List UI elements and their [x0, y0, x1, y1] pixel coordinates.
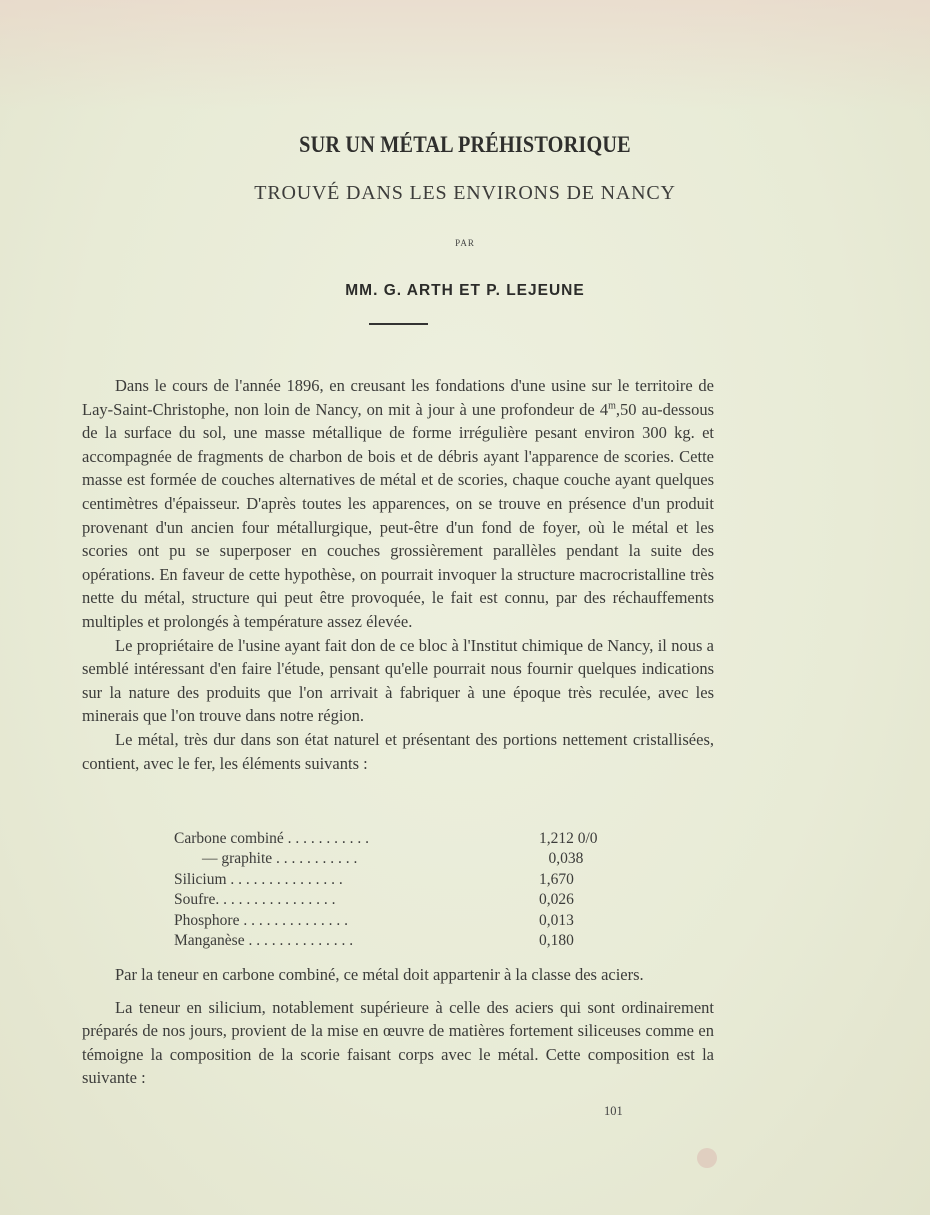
paragraph-1	[82, 374, 714, 634]
table-row	[174, 829, 634, 849]
table-row	[174, 911, 634, 931]
element-label: Phosphore . . . . . . . . . . . . . .	[174, 911, 348, 929]
element-label: — graphite . . . . . . . . . . .	[202, 850, 358, 868]
element-value: 0,180	[539, 932, 574, 950]
paragraph-3: Le métal, très dur dans son état naturel et présentant des portions nettement cristallisées, contient, avec le fer, les éléments suivants :	[82, 729, 714, 773]
element-label: Manganèse . . . . . . . . . . . . . .	[174, 932, 354, 950]
element-label: Silicium . . . . . . . . . . . . . . .	[174, 870, 343, 888]
body-text-continued	[82, 963, 714, 1090]
article-title: SUR UN MÉTAL PRÉHISTORIQUE	[299, 132, 631, 157]
paragraph-4: Par la teneur en carbone combiné, ce métal doit appartenir à la classe des aciers.	[115, 965, 644, 984]
byline-par: PAR	[455, 238, 475, 248]
table-row	[174, 931, 634, 951]
element-value: 0,013	[539, 911, 574, 929]
superscript-m: m	[608, 400, 616, 412]
composition-table	[174, 829, 634, 951]
element-value: 1,670	[539, 870, 574, 888]
paragraph-5: La teneur en silicium, notablement supérieure à celle des aciers qui sont ordinairement préparés de nos jours, provient de la mise en œuvre de matières fortement siliceuses comme en témoigne la composition de la scorie faisant corps avec le métal. Cette composition est la suivante :	[82, 997, 714, 1088]
paragraph-1-part-a: Dans le cours de l'année 1896, en creusant les fondations d'une usine sur le territoire de Lay-Saint-Christophe, non loin de Nancy, on mit à jour à une profondeur de 4	[82, 376, 714, 419]
table-row	[174, 890, 634, 910]
paper-stain	[0, 0, 930, 110]
body-text	[82, 374, 714, 775]
element-value: 0,026	[539, 891, 574, 909]
paper-spot	[697, 1148, 717, 1168]
paragraph-1-part-b: ,50 au-dessous de la surface du sol, une masse métallique de forme irrégulière pesant environ 300 kg. et accompagnée de fragments de charbon de bois et de débris ayant l'apparence de scories. Cette masse est formée de couches alternatives de métal et de scories, chaque couche ayant quelques centimètres d'épaisseur. D'après toutes les apparences, on se trouve en présence d'un produit provenant d'un ancien four métallurgique, peut-être d'un fond de foyer, où le métal et les scories ont pu se superposer en couches grossièrement parallèles pendant la suite des opérations. En faveur de cette hypothèse, on pourrait invoquer la structure macrocristalline très nette du métal, structure qui peut être provoquée, le fait est connu, par des réchauffements multiples et prolongés à température assez élevée.	[82, 399, 714, 631]
element-value: 0,038	[548, 850, 584, 868]
authors: MM. G. ARTH ET P. LEJEUNE	[345, 282, 585, 299]
element-label: Soufre. . . . . . . . . . . . . . . .	[174, 891, 336, 909]
title-rule	[369, 323, 428, 325]
element-value: 1,212 0/0	[539, 830, 598, 847]
paragraph-2: Le propriétaire de l'usine ayant fait don de ce bloc à l'Institut chimique de Nancy, il nous a semblé intéressant d'en faire l'étude, pensant qu'elle pourrait nous fournir quelques indications sur la nature des produits que l'on arrivait à fabriquer à une époque très reculée, avec les minerais que l'on trouve dans notre région.	[82, 635, 714, 726]
article-subtitle: TROUVÉ DANS LES ENVIRONS DE NANCY	[254, 182, 676, 204]
table-row	[174, 870, 634, 890]
page-number: 101	[604, 1104, 623, 1118]
table-row	[174, 849, 634, 869]
element-label: Carbone combiné . . . . . . . . . . .	[174, 830, 370, 847]
